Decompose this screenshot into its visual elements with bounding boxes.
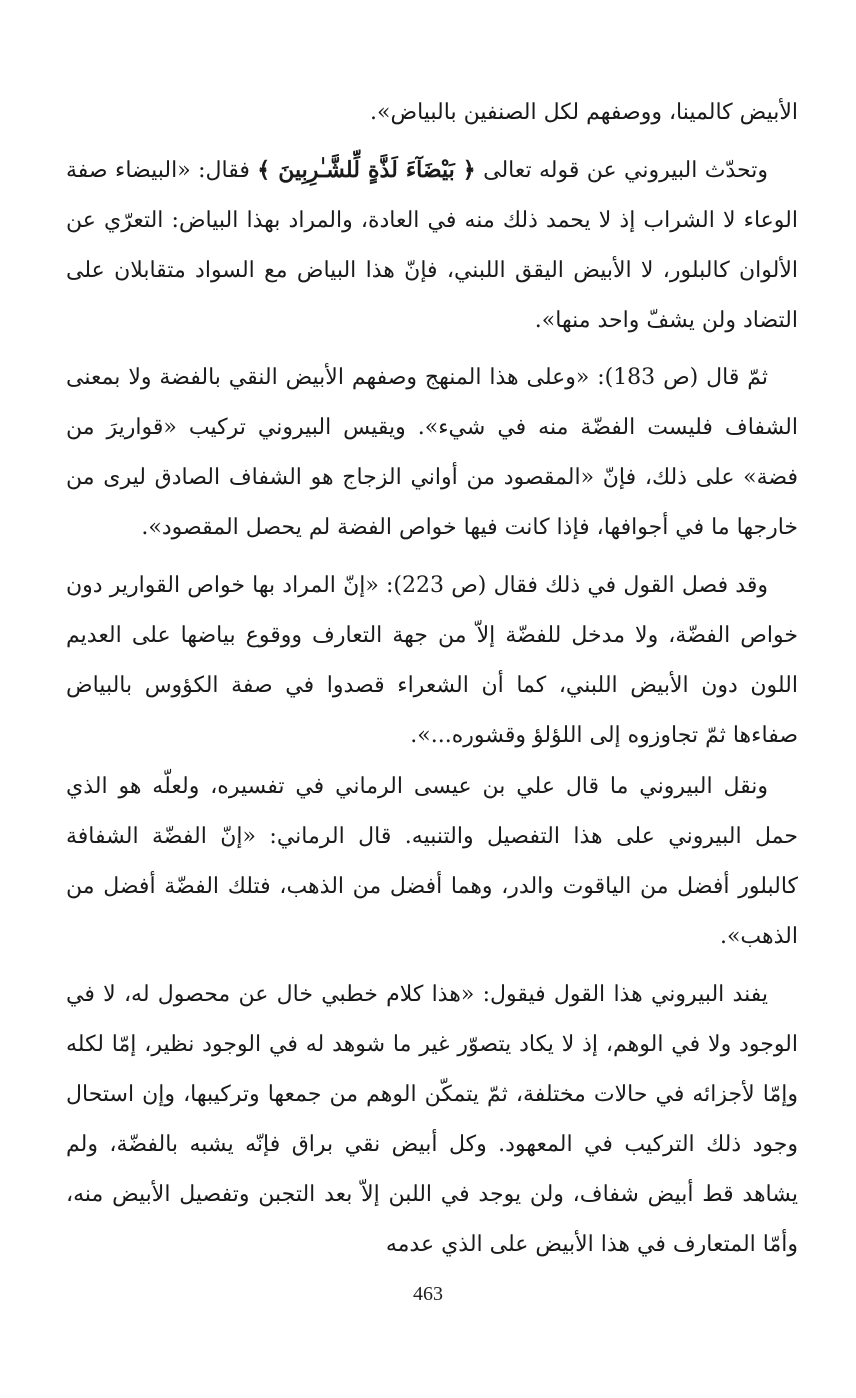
- paragraph-2-intro: وتحدّث البيروني عن قوله تعالى: [483, 158, 768, 183]
- paragraph-2-body: فقال: «البيضاء صفة الوعاء لا الشراب إذ لا يحمد ذلك منه في العادة، والمراد بهذا البياض: التعرّي عن الألوان كالبلور، لا الأبيض اليقق اللبني، فإنّ هذا البياض مع السواد متقابلان على التضاد ولن يشفّ واحد منها».: [66, 158, 798, 333]
- quran-verse: ﴿ بَيْضَآءَ لَذَّةٍ لِّلشَّـٰرِبِينَ ﴾: [257, 157, 476, 183]
- paragraph-continuation: [66, 88, 798, 138]
- paragraph-6: يفند البيروني هذا القول فيقول: «هذا كلام خطبي خال عن محصول له، لا في الوجود ولا في الوهم، إذ لا يكاد يتصوّر غير ما شوهد له في الوجود نظير، إمّا لكله وإمّا لأجزائه في حالات مختلفة، ثمّ يتمكّن الوهم من جمعها وتركيبها، وإن استحال وجود ذلك التركيب في المعهود. وكل أبيض نقي براق فإنّه يشبه بالفضّة، ولم يشاهد قط أبيض شفاف، ولن يوجد في اللبن إلاّ بعد التجبن وتفصيل الأبيض منه، وأمّا المتعارف في هذا الأبيض على الذي عدمه: [66, 982, 798, 1257]
- page-number: 463: [413, 1283, 443, 1305]
- paragraph-1: الأبيض كالمينا، ووصفهم لكل الصنفين بالبياض».: [370, 100, 798, 125]
- paragraph-rummani: [66, 762, 798, 962]
- paragraph-page-183: [66, 353, 798, 553]
- paragraph-refutation: [66, 970, 798, 1270]
- paragraph-biruni-verse: [66, 145, 798, 346]
- paragraph-4: وقد فصل القول في ذلك فقال (ص 223): «إنّ المراد بها خواص القوارير دون خواص الفضّة، ولا مدخل للفضّة إلاّ من جهة التعارف ووقوع بياضها على العديم اللون دون الأبيض اللبني، كما أن الشعراء قصدوا في صفة الكؤوس بالبياض صفاءها ثمّ تجاوزوه إلى اللؤلؤ وقشوره...».: [66, 573, 798, 748]
- paragraph-5: ونقل البيروني ما قال علي بن عيسى الرماني في تفسيره، ولعلّه هو الذي حمل البيروني على هذا التفصيل والتنبيه. قال الرماني: «إنّ الفضّة الشفافة كالبلور أفضل من الياقوت والدر، وهما أفضل من الذهب، فتلك الفضّة أفضل من الذهب».: [66, 774, 798, 949]
- paragraph-page-223: [66, 561, 798, 761]
- paragraph-3: ثمّ قال (ص 183): «وعلى هذا المنهج وصفهم الأبيض النقي بالفضة ولا بمعنى الشفاف فليست الفضّة منه في شيء». ويقيس البيروني تركيب «قواريرَ من فضة» على ذلك، فإنّ «المقصود من أواني الزجاج هو الشفاف الصادق ليرى من خارجها ما في أجوافها، فإذا كانت فيها خواص الفضة لم يحصل المقصود».: [66, 365, 798, 540]
